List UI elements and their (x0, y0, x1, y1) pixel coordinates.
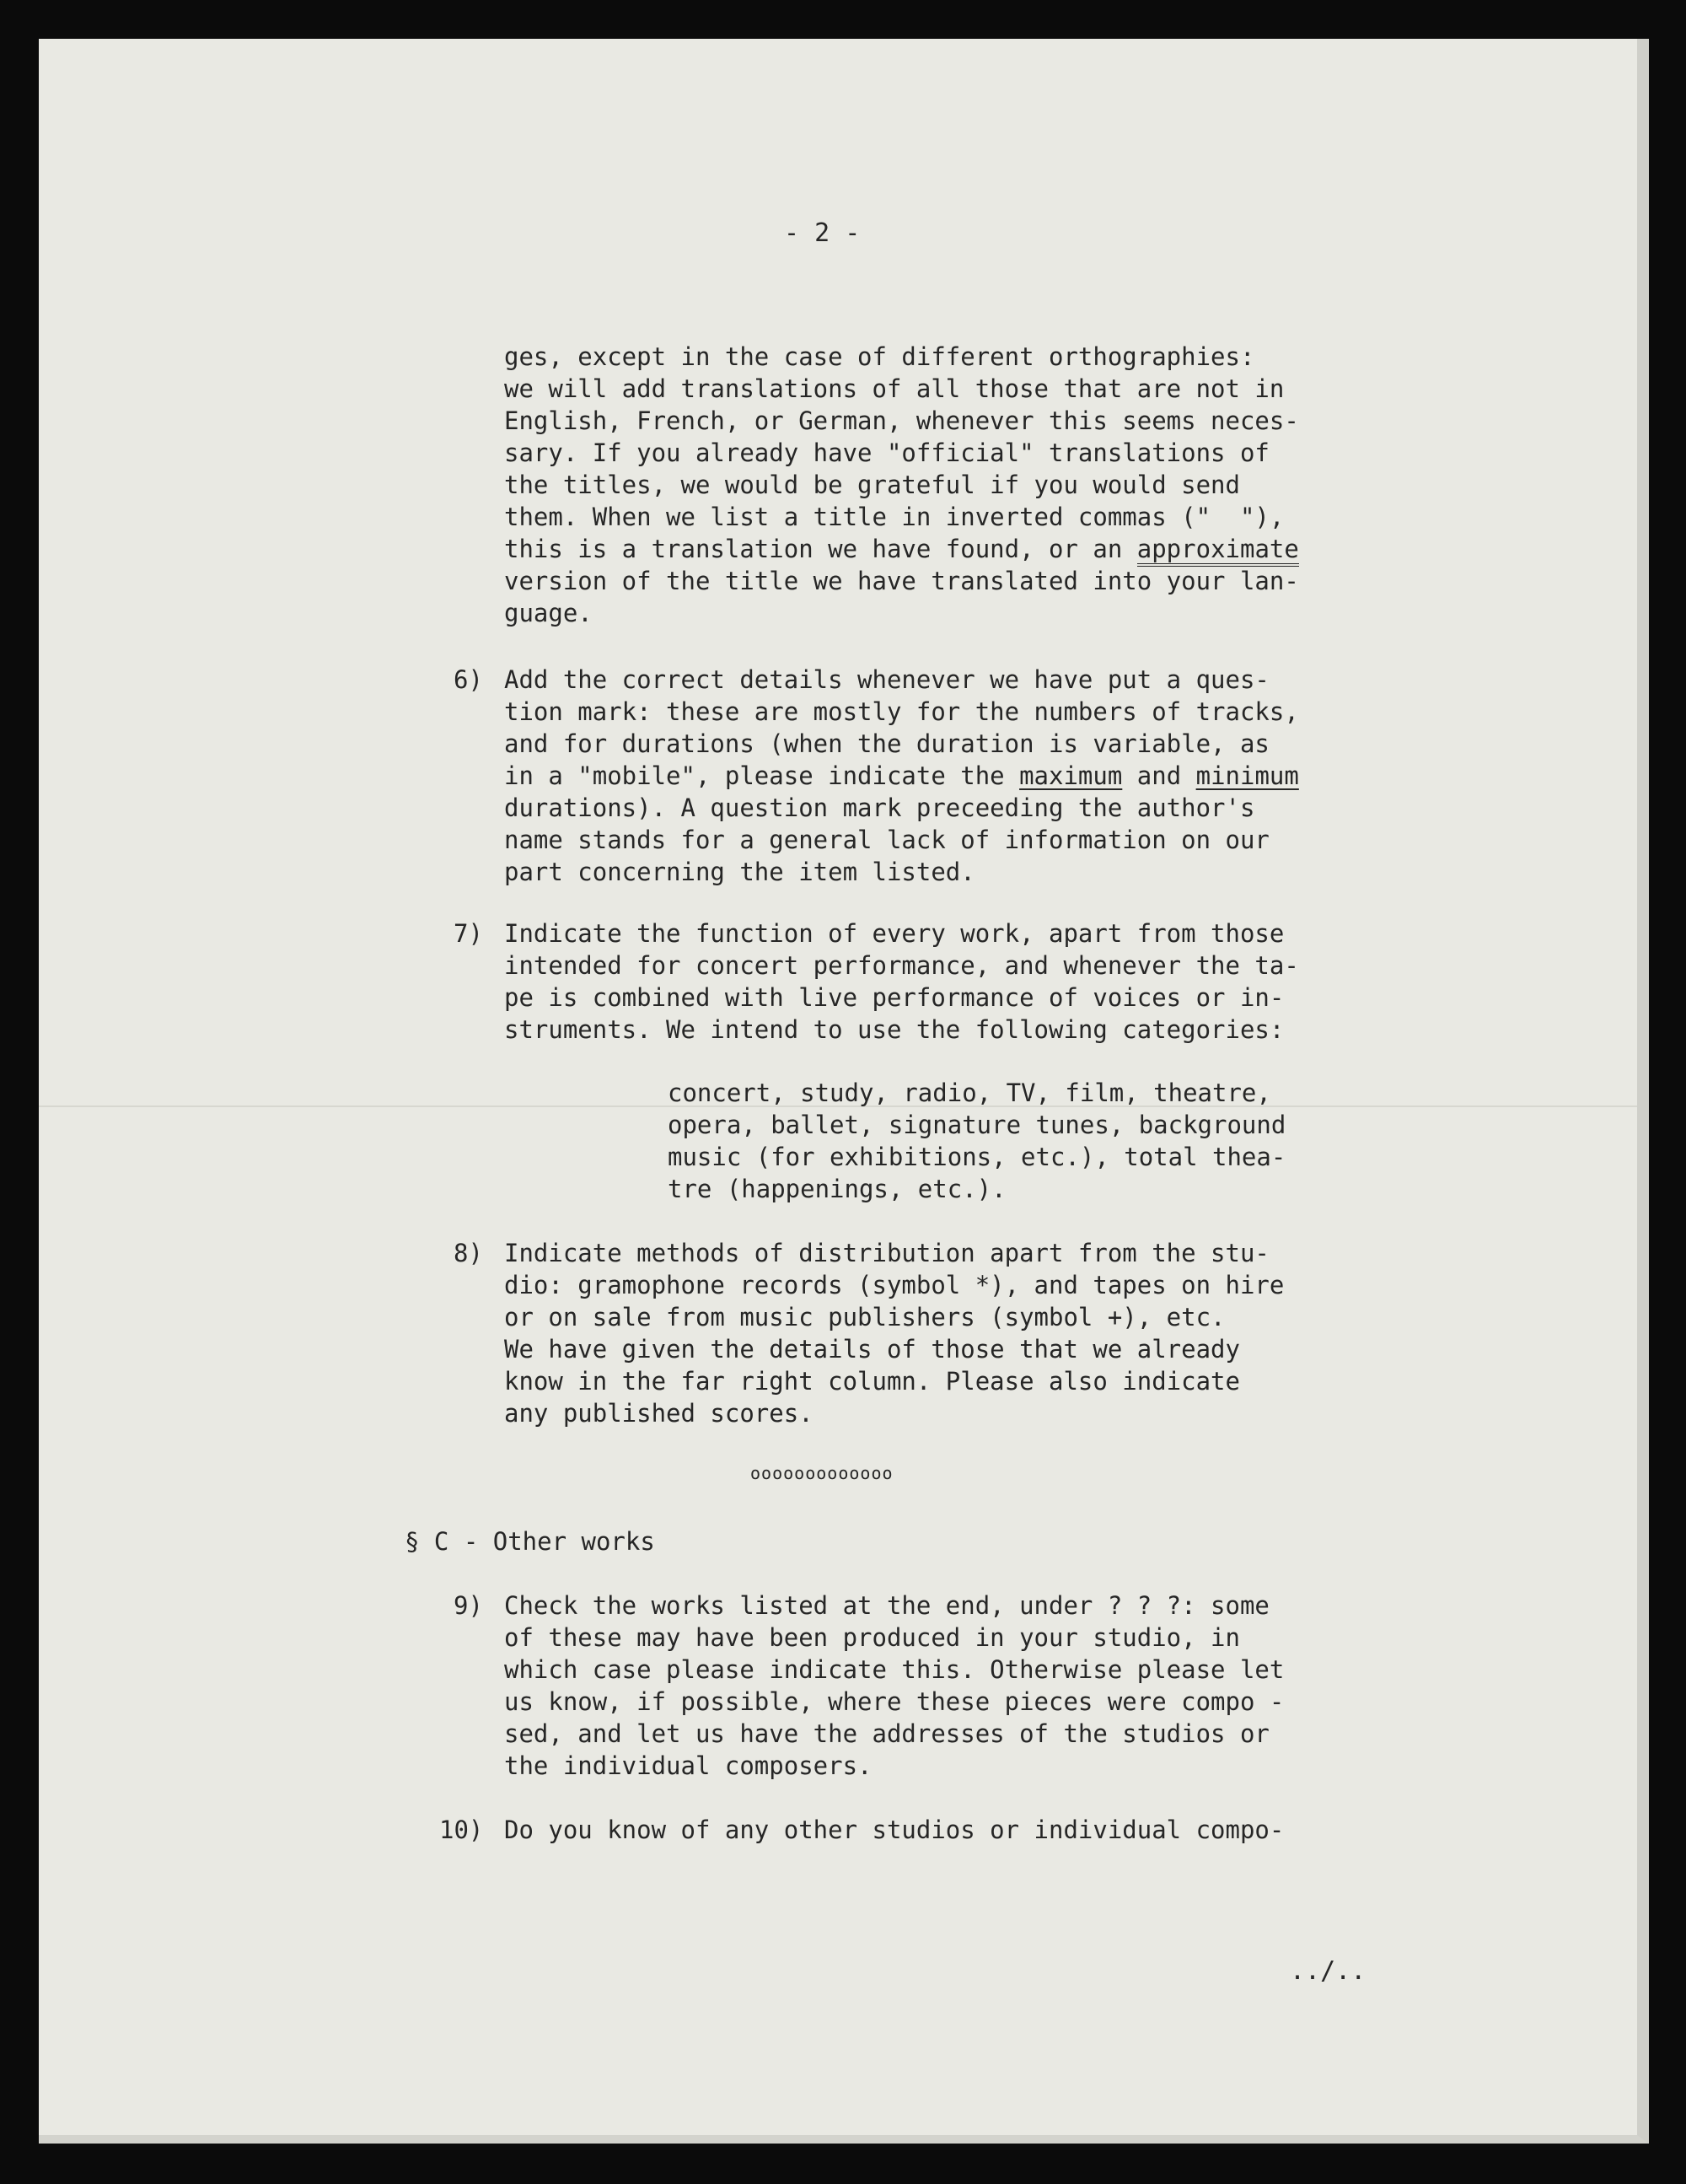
text-line: or on sale from music publishers (symbol +), etc. (504, 1303, 1226, 1331)
item-body (504, 1590, 1284, 1782)
underlined-word-minimum: minimum (1195, 761, 1299, 790)
text-line: this is a translation we have found, or an (504, 535, 1137, 563)
section-heading: § C - Other works (405, 1527, 655, 1556)
underlined-word-approximate: approximate (1137, 535, 1299, 567)
text-line: version of the title we have translated into your lan- (504, 567, 1299, 595)
item-body (504, 917, 1299, 1046)
text-line: and for durations (when the duration is variable, as (504, 729, 1270, 758)
text-line: struments. We intend to use the following categories: (504, 1015, 1285, 1044)
text-line: name stands for a general lack of information on our (504, 826, 1270, 854)
item-number: 10) (439, 1816, 484, 1844)
text-line: durations). A question mark preceeding the author's (504, 793, 1255, 822)
item-body (504, 1237, 1284, 1429)
text-line: concert, study, radio, TV, film, theatre, (668, 1079, 1271, 1107)
underlined-word-maximum: maximum (1019, 761, 1123, 790)
text-line: English, French, or German, whenever this seems neces- (504, 406, 1299, 435)
text-segment: and (1122, 761, 1196, 790)
item-body (504, 664, 1299, 888)
text-line: the titles, we would be grateful if you would send (504, 471, 1240, 499)
text-line: us know, if possible, where these pieces were compo - (504, 1687, 1285, 1716)
item-number: 9) (454, 1591, 483, 1620)
section-separator: ooooooooooooo (750, 1463, 894, 1483)
text-line: Check the works listed at the end, under ? ? ?: some (504, 1591, 1270, 1620)
page-number: - 2 - (784, 218, 861, 248)
text-line: know in the far right column. Please also indicate (504, 1367, 1240, 1396)
item-number: 6) (454, 665, 483, 694)
function-categories (668, 1077, 1286, 1205)
text-line: music (for exhibitions, etc.), total thea- (668, 1143, 1286, 1171)
text-line: Do you know of any other studios or individual compo- (504, 1816, 1285, 1844)
text-line: of these may have been produced in your studio, in (504, 1623, 1240, 1652)
item-number: 8) (454, 1239, 483, 1267)
text-line: opera, ballet, signature tunes, background (668, 1111, 1286, 1139)
text-line: We have given the details of those that we already (504, 1335, 1240, 1364)
text-line: tion mark: these are mostly for the numbers of tracks, (504, 697, 1299, 726)
continuation-mark: ../.. (1290, 1956, 1367, 1986)
item-body (504, 1814, 1284, 1846)
text-line: ges, except in the case of different orthographies: (504, 342, 1255, 371)
text-line: which case please indicate this. Otherwise please let (504, 1655, 1285, 1684)
text-line: we will add translations of all those that are not in (504, 374, 1285, 403)
continued-paragraph (504, 341, 1299, 629)
text-line: Indicate the function of every work, apart from those (504, 919, 1285, 948)
text-line: Indicate methods of distribution apart from the stu- (504, 1239, 1270, 1267)
text-line: Add the correct details whenever we have put a ques- (504, 665, 1270, 694)
text-line: intended for concert performance, and whenever the ta- (504, 951, 1299, 980)
text-line: the individual composers. (504, 1751, 873, 1780)
text-line: dio: gramophone records (symbol *), and tapes on hire (504, 1271, 1285, 1299)
text-line: part concerning the item listed. (504, 858, 975, 886)
text-segment: in a "mobile", please indicate the (504, 761, 1020, 790)
text-line: any published scores. (504, 1399, 813, 1428)
text-line: them. When we list a title in inverted commas (" "), (504, 503, 1285, 531)
text-line: pe is combined with live performance of voices or in- (504, 983, 1285, 1012)
item-number: 7) (454, 919, 483, 948)
text-line: tre (happenings, etc.). (668, 1175, 1007, 1203)
text-line: sed, and let us have the addresses of the studios or (504, 1719, 1270, 1748)
text-line: guage. (504, 599, 593, 627)
text-line: sary. If you already have "official" translations of (504, 438, 1270, 467)
